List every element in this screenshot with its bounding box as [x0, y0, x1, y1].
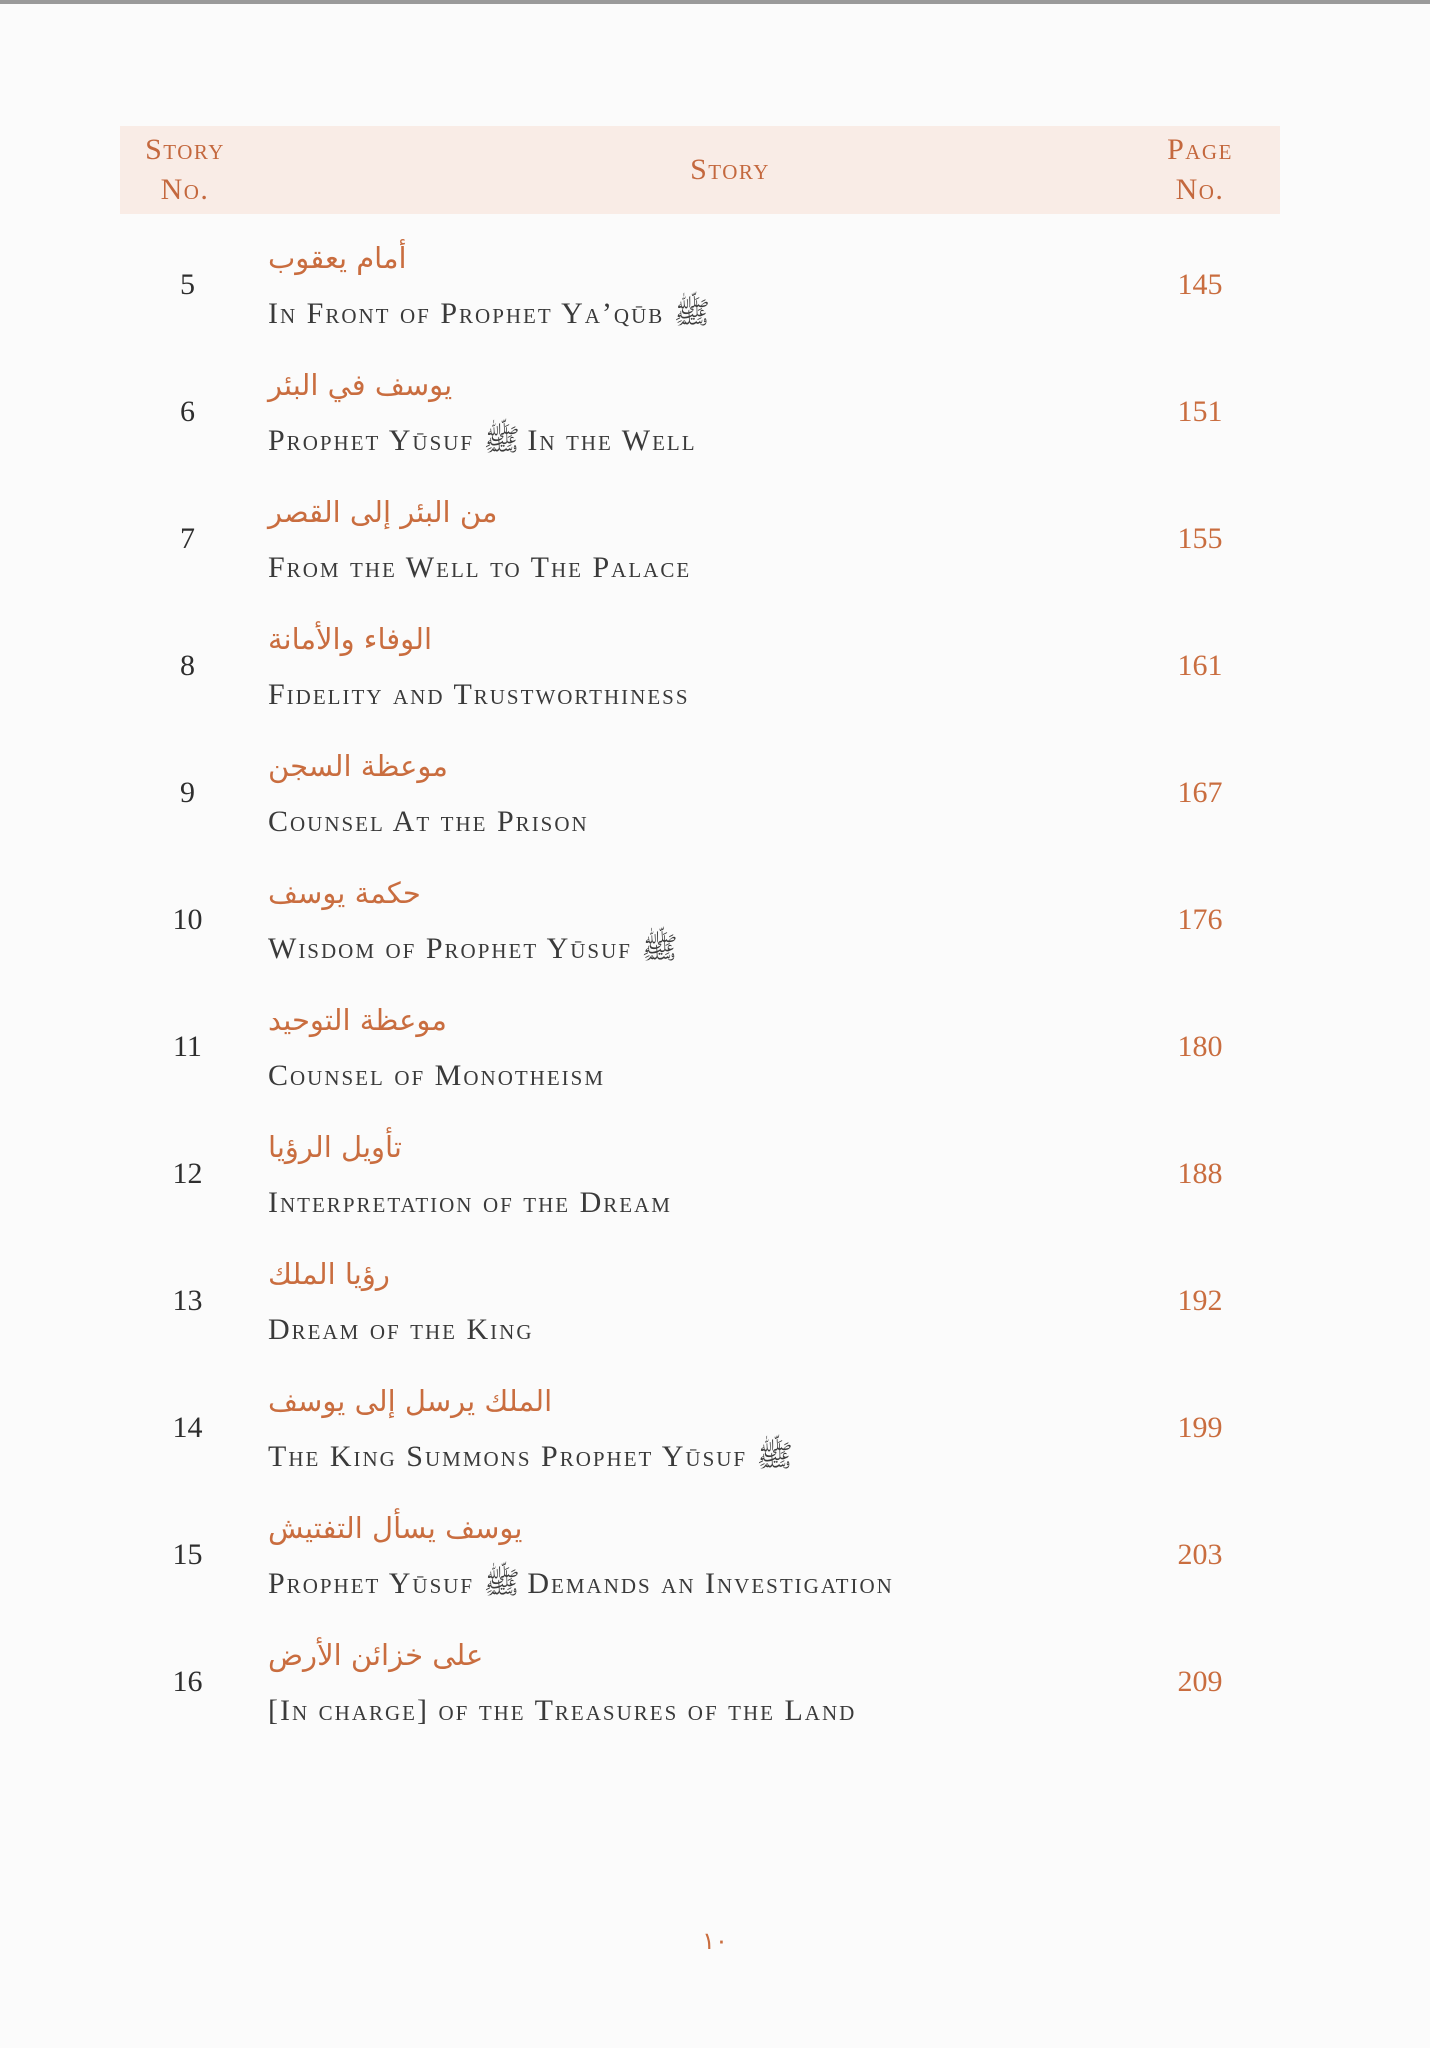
toc-entry[interactable]	[120, 613, 1280, 740]
page-number: 188	[1177, 1157, 1223, 1190]
story-number: 10	[172, 903, 203, 936]
header-page-number-line1: Page	[1167, 133, 1233, 166]
english-title: Prophet Yūsuf ﷺ In the Well	[268, 424, 697, 457]
arabic-title: يوسف في البئر	[268, 368, 453, 402]
english-title: Prophet Yūsuf ﷺ Demands an Investigation	[268, 1567, 894, 1600]
toc-entry[interactable]	[120, 1375, 1280, 1502]
header-story-number-line2: No.	[160, 173, 210, 206]
english-title: Counsel At the Prison	[268, 805, 589, 838]
header-page-number-line2: No.	[1175, 173, 1225, 206]
arabic-title: الملك يرسل إلى يوسف	[268, 1384, 553, 1418]
story-number: 5	[180, 268, 195, 301]
english-title: From the Well to The Palace	[268, 551, 692, 584]
english-title: Interpretation of the Dream	[268, 1186, 672, 1219]
page-number: 145	[1177, 268, 1223, 301]
page-number: 209	[1177, 1665, 1223, 1698]
page-number: 161	[1177, 649, 1223, 682]
toc-entry[interactable]	[120, 1248, 1280, 1375]
story-number: 12	[172, 1157, 203, 1190]
page-number: 151	[1177, 395, 1223, 428]
header-story-number	[120, 130, 250, 210]
story-number: 14	[172, 1411, 203, 1444]
toc-entry[interactable]	[120, 1502, 1280, 1629]
english-title: Counsel of Monotheism	[268, 1059, 606, 1092]
story-number: 13	[172, 1284, 203, 1317]
toc-entry[interactable]	[120, 232, 1280, 359]
page-number: 167	[1177, 776, 1223, 809]
toc-list	[120, 232, 1280, 1756]
header-page-number	[1130, 130, 1270, 210]
arabic-title: حكمة يوسف	[268, 876, 421, 910]
english-title: Fidelity and Trustworthiness	[268, 678, 690, 711]
english-title: Dream of the King	[268, 1313, 534, 1346]
page-number: 192	[1177, 1284, 1223, 1317]
footer-page-number: ١٠	[702, 1927, 728, 1955]
page-number: 180	[1177, 1030, 1223, 1063]
english-title: In Front of Prophet Ya’qūb ﷺ	[268, 297, 711, 330]
arabic-title: يوسف يسأل التفتيش	[268, 1511, 523, 1545]
arabic-title: على خزائن الأرض	[268, 1638, 484, 1672]
toc-entry[interactable]	[120, 359, 1280, 486]
story-number: 7	[180, 522, 195, 555]
arabic-title: الوفاء والأمانة	[268, 622, 433, 656]
toc-entry[interactable]	[120, 867, 1280, 994]
toc-header	[120, 126, 1280, 214]
story-number: 15	[172, 1538, 203, 1571]
story-number: 6	[180, 395, 195, 428]
arabic-title: رؤيا الملك	[268, 1257, 390, 1291]
toc-entry[interactable]	[120, 1121, 1280, 1248]
page-number: 176	[1177, 903, 1223, 936]
arabic-title: موعظة التوحيد	[268, 1003, 447, 1037]
toc-entry[interactable]	[120, 1629, 1280, 1756]
english-title: [In charge] of the Treasures of the Land	[268, 1694, 857, 1727]
arabic-title: من البئر إلى القصر	[268, 495, 498, 529]
english-title: Wisdom of Prophet Yūsuf ﷺ	[268, 932, 678, 965]
english-title: The King Summons Prophet Yūsuf ﷺ	[268, 1440, 793, 1473]
arabic-title: تأويل الرؤيا	[268, 1130, 402, 1164]
toc-entry[interactable]	[120, 994, 1280, 1121]
page-number: 203	[1177, 1538, 1223, 1571]
header-story: Story	[690, 153, 770, 186]
story-number: 11	[173, 1030, 202, 1063]
arabic-title: موعظة السجن	[268, 749, 448, 783]
page-number: 155	[1177, 522, 1223, 555]
top-border	[0, 0, 1430, 4]
story-number: 16	[172, 1665, 203, 1698]
page-number: 199	[1177, 1411, 1223, 1444]
story-number: 8	[180, 649, 195, 682]
header-story-number-line1: Story	[145, 133, 225, 166]
toc-entry[interactable]	[120, 486, 1280, 613]
arabic-title: أمام يعقوب	[268, 241, 407, 275]
toc-entry[interactable]	[120, 740, 1280, 867]
story-number: 9	[180, 776, 195, 809]
